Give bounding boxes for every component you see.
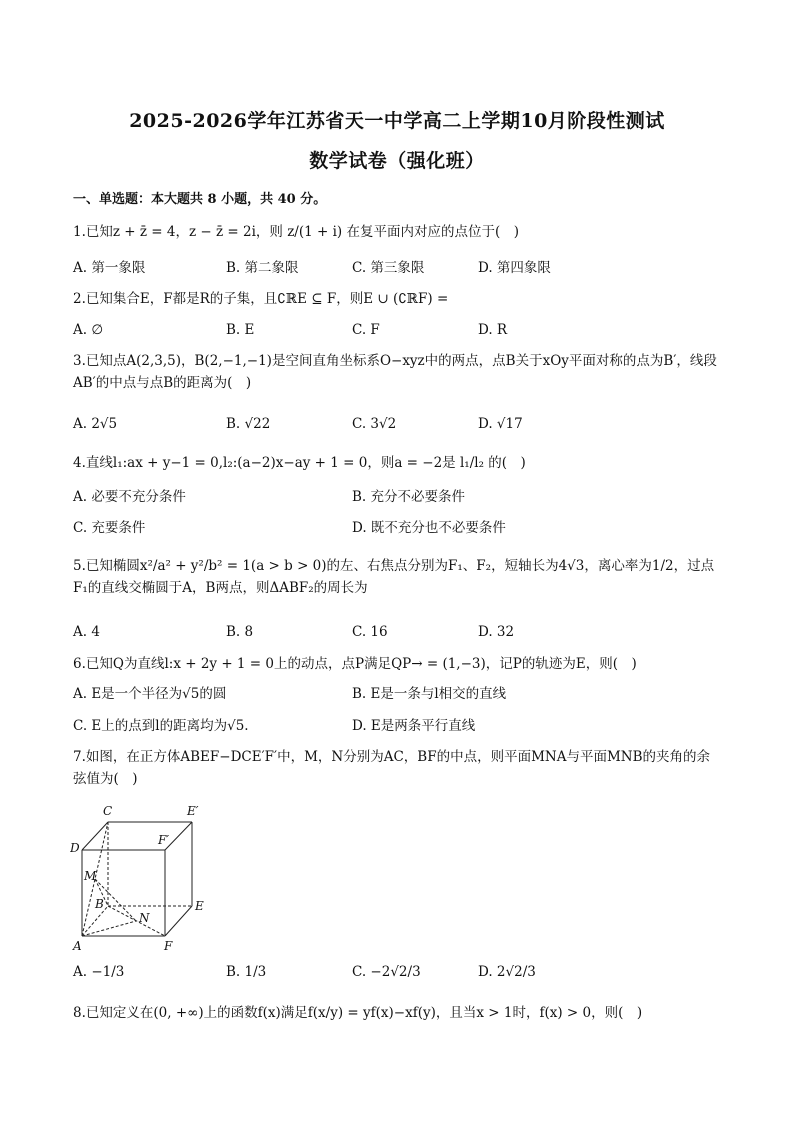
question-1-stem: 1.已知z + z̄ = 4，z − z̄ = 2i，则 z/(1 + i) 在复平面内对应的点位于( ) — [73, 224, 520, 240]
q5-option-b: B. 8 — [226, 624, 254, 640]
exam-title: 2025-2026学年江苏省天一中学高二上学期10月阶段性测试 — [129, 110, 665, 132]
q4-option-c: C. 充要条件 — [73, 520, 146, 536]
q4-option-b: B. 充分不必要条件 — [352, 489, 466, 505]
label-B: B — [95, 897, 104, 911]
q2-option-d: D. R — [478, 322, 508, 338]
label-E: E — [195, 899, 204, 913]
label-F-prime: F′ — [158, 833, 170, 847]
exam-subtitle: 数学试卷（强化班） — [309, 150, 485, 172]
edge-DC — [82, 822, 108, 850]
label-A: A — [73, 939, 82, 952]
question-7-stem: 7.如图，在正方体ABEF−DCE′F′中，M，N分别为AC，BF的中点，则平面MNA与平面MNB的夹角的余弦值为( ) — [73, 749, 711, 787]
q7-option-b: B. 1/3 — [226, 964, 267, 980]
q2-option-b: B. E — [226, 322, 255, 338]
q3-option-d: D. √17 — [478, 416, 523, 432]
label-M: M — [84, 869, 97, 883]
label-F: F — [164, 939, 173, 952]
question-3-stem: 3.已知点A(2,3,5)，B(2,−1,−1)是空间直角坐标系O−xyz中的两点，点B关于xOy平面对称的点为B′，线段AB′的中点与点B的距离为( ) — [73, 353, 717, 391]
q6-option-c: C. E上的点到l的距离均为√5. — [73, 718, 249, 734]
hidden-edge-BF — [108, 906, 165, 936]
question-8-stem: 8.已知定义在(0, +∞)上的函数f(x)满足f(x/y) = yf(x)−xf(y)，且当x > 1时，f(x) > 0，则( ) — [73, 1005, 643, 1021]
q1-option-c: C. 第三象限 — [352, 260, 425, 276]
q2-option-a: A. ∅ — [73, 322, 104, 338]
edge-FE — [165, 906, 192, 936]
q1-option-b: B. 第二象限 — [226, 260, 299, 276]
cube-figure — [70, 800, 220, 952]
q4-option-d: D. 既不充分也不必要条件 — [352, 520, 506, 536]
q5-option-c: C. 16 — [352, 624, 388, 640]
q6-option-b: B. E是一条与l相交的直线 — [352, 686, 507, 702]
q2-option-c: C. F — [352, 322, 380, 338]
q7-option-d: D. 2√2/3 — [478, 964, 536, 980]
label-N: N — [139, 911, 150, 925]
question-4-stem: 4.直线l₁:ax + y−1 = 0,l₂:(a−2)x−ay + 1 = 0，则a = −2是 l₁/l₂ 的( ) — [73, 455, 526, 471]
q6-option-a: A. E是一个半径为√5的圆 — [73, 686, 227, 702]
q1-option-a: A. 第一象限 — [73, 260, 146, 276]
question-6-stem: 6.已知Q为直线l:x + 2y + 1 = 0上的动点，点P满足QP→ = (1,−3)，记P的轨迹为E，则( ) — [73, 656, 637, 672]
label-C: C — [103, 804, 113, 818]
question-5-stem: 5.已知椭圆x²/a² + y²/b² = 1(a > b > 0)的左、右焦点分别为F₁、F₂，短轴长为4√3，离心率为1/2，过点F₁的直线交椭圆于A，B两点，则ΔABF₂的周长为 — [73, 558, 715, 596]
segment-AN — [82, 921, 136, 936]
q7-option-a: A. −1/3 — [73, 964, 125, 980]
q6-option-d: D. E是两条平行直线 — [352, 718, 476, 734]
label-E-prime: E′ — [187, 804, 199, 818]
q3-option-b: B. √22 — [226, 416, 271, 432]
q5-option-d: D. 32 — [478, 624, 515, 640]
q5-option-a: A. 4 — [73, 624, 100, 640]
question-2-stem: 2.已知集合E，F都是R的子集，且∁ℝE ⊆ F，则E ∪ (∁ℝF) = — [73, 291, 449, 307]
q4-option-a: A. 必要不充分条件 — [73, 489, 186, 505]
q1-option-d: D. 第四象限 — [478, 260, 551, 276]
q3-option-a: A. 2√5 — [73, 416, 118, 432]
q7-option-c: C. −2√2/3 — [352, 964, 421, 980]
label-D: D — [70, 841, 80, 855]
q3-option-c: C. 3√2 — [352, 416, 397, 432]
section-heading: 一、单选题：本大题共 8 小题，共 40 分。 — [73, 192, 327, 207]
